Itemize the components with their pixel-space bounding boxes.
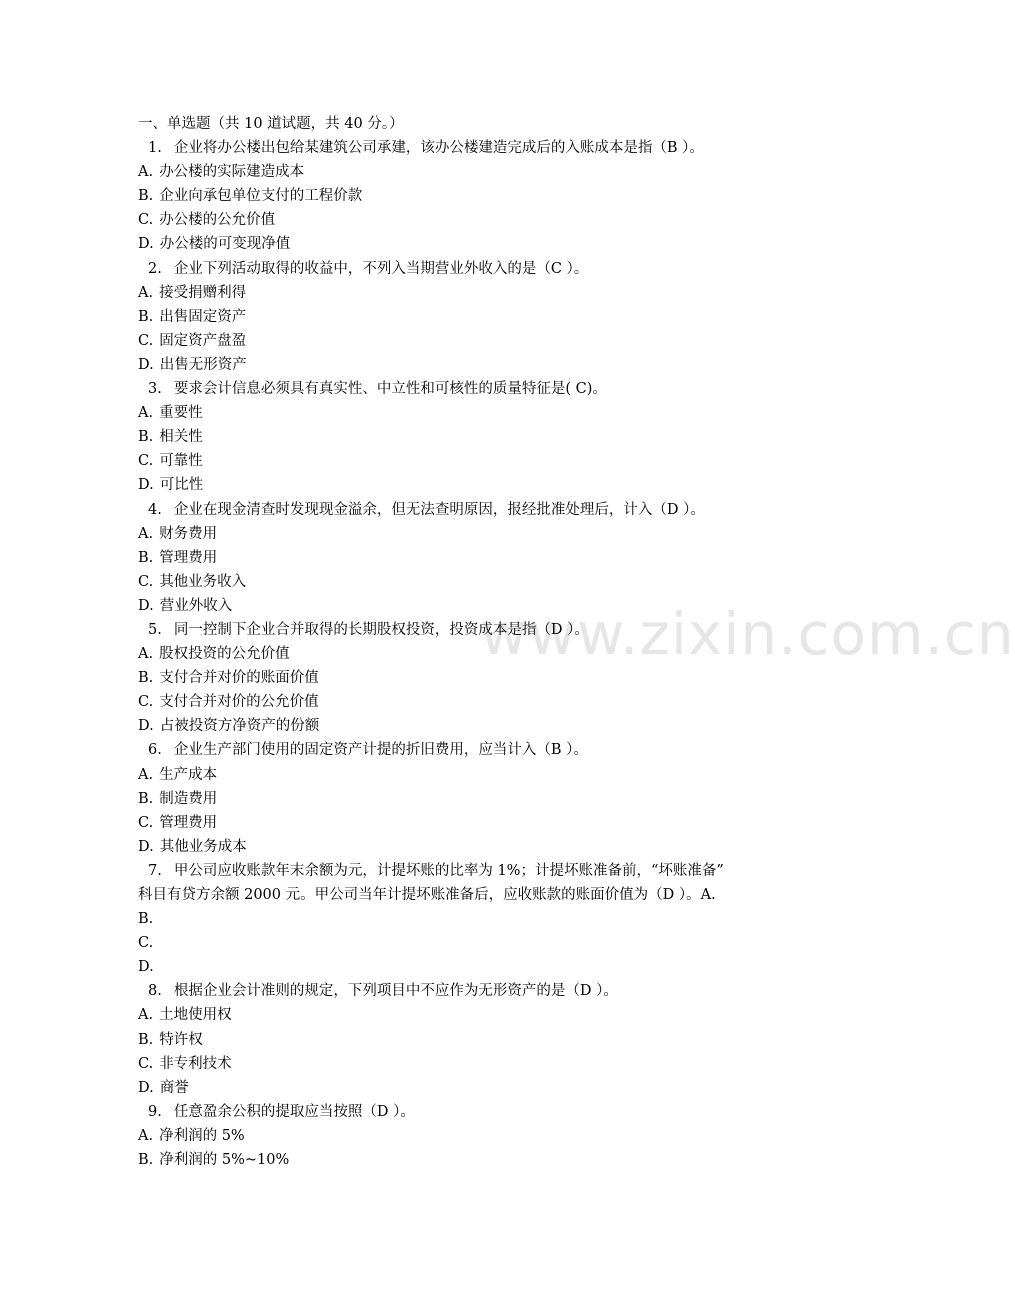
option-text: 办公楼的公允价值 bbox=[159, 212, 276, 229]
option-text: 土地使用权 bbox=[159, 1007, 232, 1024]
question-number: 5. bbox=[148, 621, 162, 638]
option-1c bbox=[138, 208, 788, 232]
option-text: 股权投资的公允价值 bbox=[159, 646, 290, 663]
option-text: 特许权 bbox=[159, 1031, 203, 1048]
question-3 bbox=[138, 377, 788, 401]
option-text: 企业向承包单位支付的工程价款 bbox=[159, 188, 363, 205]
option-text: 制造费用 bbox=[159, 790, 218, 807]
question-7-continued: 科目有贷方余额 2000 元。甲公司当年计提坏账准备后，应收账款的账面价值为（D ）。A. bbox=[138, 887, 716, 903]
option-text: 支付合并对价的公允价值 bbox=[159, 694, 319, 711]
option-letter: C. bbox=[138, 694, 154, 711]
option-letter: D. bbox=[138, 597, 154, 614]
option-8a bbox=[138, 1003, 788, 1027]
option-text: 管理费用 bbox=[159, 549, 218, 566]
option-text: 可靠性 bbox=[159, 453, 203, 470]
option-letter: D. bbox=[138, 718, 154, 735]
option-letter: D. bbox=[138, 236, 154, 253]
option-letter: B. bbox=[138, 670, 154, 687]
question-number: 3. bbox=[148, 381, 162, 398]
option-letter: C. bbox=[138, 332, 154, 349]
option-text: 相关性 bbox=[159, 429, 203, 446]
option-letter: B. bbox=[138, 1031, 154, 1048]
option-letter: C. bbox=[138, 573, 154, 590]
option-text: 净利润的 5% bbox=[159, 1127, 245, 1144]
option-8b bbox=[138, 1028, 788, 1052]
option-3b bbox=[138, 425, 788, 449]
option-text: 生产成本 bbox=[159, 766, 218, 783]
option-text: 其他业务收入 bbox=[159, 573, 247, 590]
option-text: 营业外收入 bbox=[159, 597, 233, 614]
option-4d bbox=[138, 594, 788, 618]
question-text: 企业下列活动取得的收益中，不列入当期营业外收入的是（C ）。 bbox=[173, 260, 589, 277]
option-text: 商誉 bbox=[159, 1079, 189, 1096]
option-letter: A. bbox=[138, 1007, 154, 1024]
option-text: 出售固定资产 bbox=[159, 308, 247, 325]
option-letter: B. bbox=[138, 911, 154, 928]
option-letter: D. bbox=[138, 1079, 154, 1096]
question-text: 要求会计信息必须具有真实性、中立性和可核性的质量特征是( C)。 bbox=[173, 381, 607, 398]
option-3c bbox=[138, 449, 788, 473]
option-letter: B. bbox=[138, 790, 154, 807]
option-2d bbox=[138, 353, 788, 377]
option-text: 可比性 bbox=[159, 477, 204, 494]
option-letter: D. bbox=[138, 356, 154, 373]
option-9a bbox=[138, 1124, 788, 1148]
question-number: 7. bbox=[148, 862, 162, 879]
option-8d bbox=[138, 1076, 788, 1100]
section-title: 一、单选题（共 10 道试题，共 40 分。） bbox=[138, 116, 404, 132]
question-text: 任意盈余公积的提取应当按照（D ）。 bbox=[173, 1103, 415, 1120]
option-2c bbox=[138, 329, 788, 353]
option-letter: C. bbox=[138, 212, 154, 229]
question-8 bbox=[138, 979, 788, 1003]
option-letter: A. bbox=[138, 1127, 154, 1144]
option-6b bbox=[138, 787, 788, 811]
option-7c bbox=[138, 931, 788, 955]
question-6 bbox=[138, 738, 788, 762]
question-number: 6. bbox=[148, 742, 162, 759]
question-number: 2. bbox=[148, 260, 162, 277]
option-text: 其他业务成本 bbox=[159, 838, 247, 855]
option-3d bbox=[138, 473, 788, 497]
option-letter: A. bbox=[138, 284, 154, 301]
option-letter: A. bbox=[138, 405, 154, 422]
question-number: 8. bbox=[148, 983, 162, 1000]
option-6d bbox=[138, 835, 788, 859]
option-text: 财务费用 bbox=[159, 525, 218, 542]
option-7b bbox=[138, 907, 788, 931]
option-7d bbox=[138, 955, 788, 979]
option-letter: C. bbox=[138, 453, 154, 470]
option-4b bbox=[138, 546, 788, 570]
option-text: 非专利技术 bbox=[159, 1055, 232, 1072]
question-7 bbox=[138, 859, 788, 883]
option-6a bbox=[138, 763, 788, 787]
question-text: 根据企业会计准则的规定，下列项目中不应作为无形资产的是（D ）。 bbox=[173, 983, 618, 1000]
option-letter: C. bbox=[138, 1055, 154, 1072]
option-text: 办公楼的可变现净值 bbox=[159, 236, 291, 253]
watermark: www.zixin.com.cn bbox=[480, 600, 1015, 668]
option-letter: B. bbox=[138, 429, 154, 446]
option-3a bbox=[138, 401, 788, 425]
option-5a bbox=[138, 642, 788, 666]
option-letter: D. bbox=[138, 477, 154, 494]
option-letter: B. bbox=[138, 308, 154, 325]
question-text: 企业生产部门使用的固定资产计提的折旧费用，应当计入（B ）。 bbox=[173, 742, 588, 759]
option-4a bbox=[138, 522, 788, 546]
option-text: 占被投资方净资产的份额 bbox=[159, 718, 320, 735]
option-text: 重要性 bbox=[159, 405, 203, 422]
option-8c bbox=[138, 1052, 788, 1076]
option-letter: C. bbox=[138, 935, 154, 952]
option-letter: A. bbox=[138, 646, 154, 663]
option-letter: C. bbox=[138, 814, 154, 831]
question-5 bbox=[138, 618, 788, 642]
option-text: 管理费用 bbox=[159, 814, 218, 831]
question-text: 企业将办公楼出包给某建筑公司承建，该办公楼建造完成后的入账成本是指（B ）。 bbox=[173, 140, 704, 157]
option-letter: B. bbox=[138, 1152, 154, 1169]
option-2a bbox=[138, 281, 788, 305]
option-6c bbox=[138, 811, 788, 835]
option-text: 接受捐赠利得 bbox=[159, 284, 247, 301]
question-text: 甲公司应收账款年末余额为元，计提坏账的比率为 1%；计提坏账准备前，“坏账准备” bbox=[173, 862, 724, 879]
question-9 bbox=[138, 1100, 788, 1124]
option-4c bbox=[138, 570, 788, 594]
option-text: 出售无形资产 bbox=[159, 356, 247, 373]
option-letter: A. bbox=[138, 525, 154, 542]
question-number: 9. bbox=[148, 1103, 162, 1120]
option-5b bbox=[138, 666, 788, 690]
option-1a bbox=[138, 160, 788, 184]
option-letter: D. bbox=[138, 838, 154, 855]
option-5c bbox=[138, 690, 788, 714]
document-page bbox=[138, 112, 788, 1172]
option-text: 办公楼的实际建造成本 bbox=[159, 164, 305, 181]
question-text: 同一控制下企业合并取得的长期股权投资，投资成本是指（D ）。 bbox=[173, 621, 589, 638]
question-4 bbox=[138, 498, 788, 522]
option-letter: A. bbox=[138, 164, 154, 181]
option-letter: B. bbox=[138, 188, 154, 205]
option-text: 支付合并对价的账面价值 bbox=[159, 670, 319, 687]
question-number: 1. bbox=[148, 140, 162, 157]
option-5d bbox=[138, 714, 788, 738]
option-letter: A. bbox=[138, 766, 154, 783]
option-1d bbox=[138, 232, 788, 256]
option-2b bbox=[138, 305, 788, 329]
option-text: 固定资产盘盈 bbox=[159, 332, 247, 349]
option-letter: D. bbox=[138, 959, 154, 976]
question-1 bbox=[138, 136, 788, 160]
option-text: 净利润的 5%~10% bbox=[159, 1152, 290, 1169]
question-2 bbox=[138, 257, 788, 281]
option-9b bbox=[138, 1148, 788, 1172]
option-1b bbox=[138, 184, 788, 208]
question-text: 企业在现金清查时发现现金溢余，但无法查明原因，报经批准处理后，计入（D ）。 bbox=[173, 501, 705, 518]
option-letter: B. bbox=[138, 549, 154, 566]
question-number: 4. bbox=[148, 501, 162, 518]
